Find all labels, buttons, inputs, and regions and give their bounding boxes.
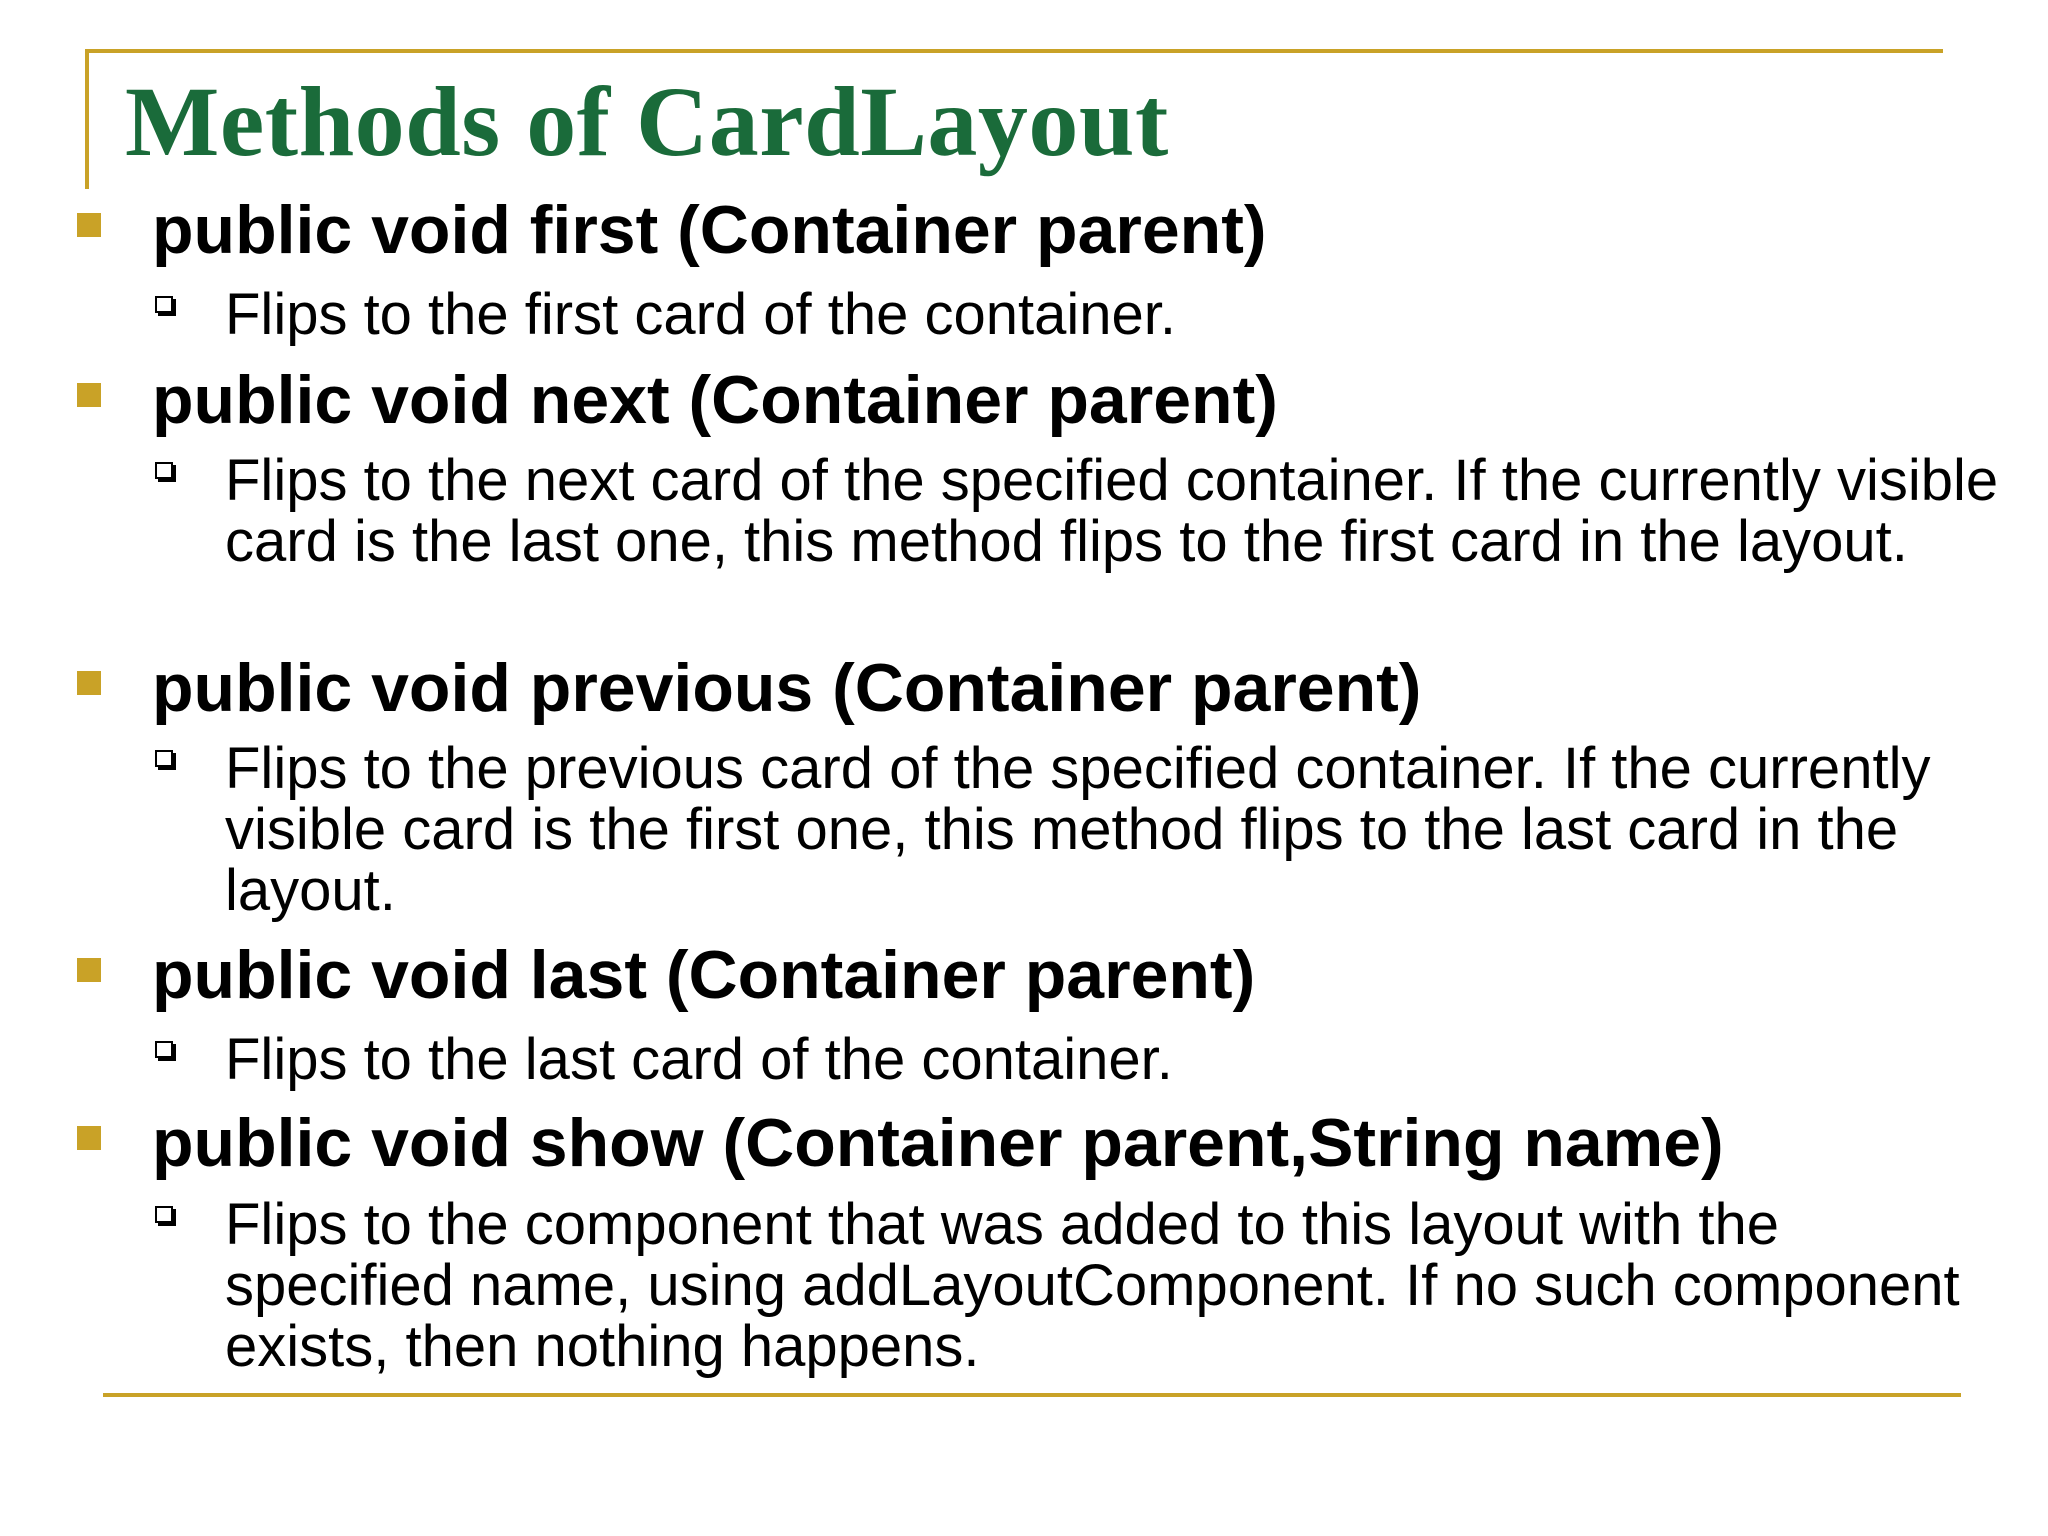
method-signature: public void first (Container parent) [152, 192, 1267, 268]
square-bullet-icon [77, 383, 101, 407]
title-frame-top-rule [85, 49, 1943, 53]
slide-title: Methods of CardLayout [125, 66, 1169, 177]
method-signature: public void previous (Container parent) [152, 650, 1422, 726]
square-bullet-icon [77, 1126, 101, 1150]
method-description: Flips to the first card of the container. [225, 282, 1177, 347]
method-description: Flips to the previous card of the specified container. If the currently visible card is the first one, this method flips to the last card in the layout. [225, 736, 1931, 923]
method-description: Flips to the next card of the specified container. If the currently visible card is the last one, this method flips to the first card in the layout. [225, 448, 1999, 574]
method-signature: public void show (Container parent,String name) [152, 1105, 1724, 1181]
square-bullet-icon [77, 671, 101, 695]
method-description: Flips to the last card of the container. [225, 1027, 1173, 1092]
method-signature: public void next (Container parent) [152, 362, 1278, 438]
footer-rule [103, 1393, 1961, 1397]
hollow-square-bullet-icon [155, 750, 173, 767]
hollow-square-bullet-icon [155, 462, 173, 479]
hollow-square-bullet-icon [155, 296, 173, 313]
title-frame-left-rule [85, 49, 89, 189]
method-description: Flips to the component that was added to this layout with the specified name, using addLayoutComponent. If no such component exists, then nothing happens. [225, 1192, 1960, 1379]
square-bullet-icon [77, 958, 101, 982]
hollow-square-bullet-icon [155, 1206, 173, 1223]
hollow-square-bullet-icon [155, 1041, 173, 1058]
square-bullet-icon [77, 213, 101, 237]
method-signature: public void last (Container parent) [152, 937, 1256, 1013]
